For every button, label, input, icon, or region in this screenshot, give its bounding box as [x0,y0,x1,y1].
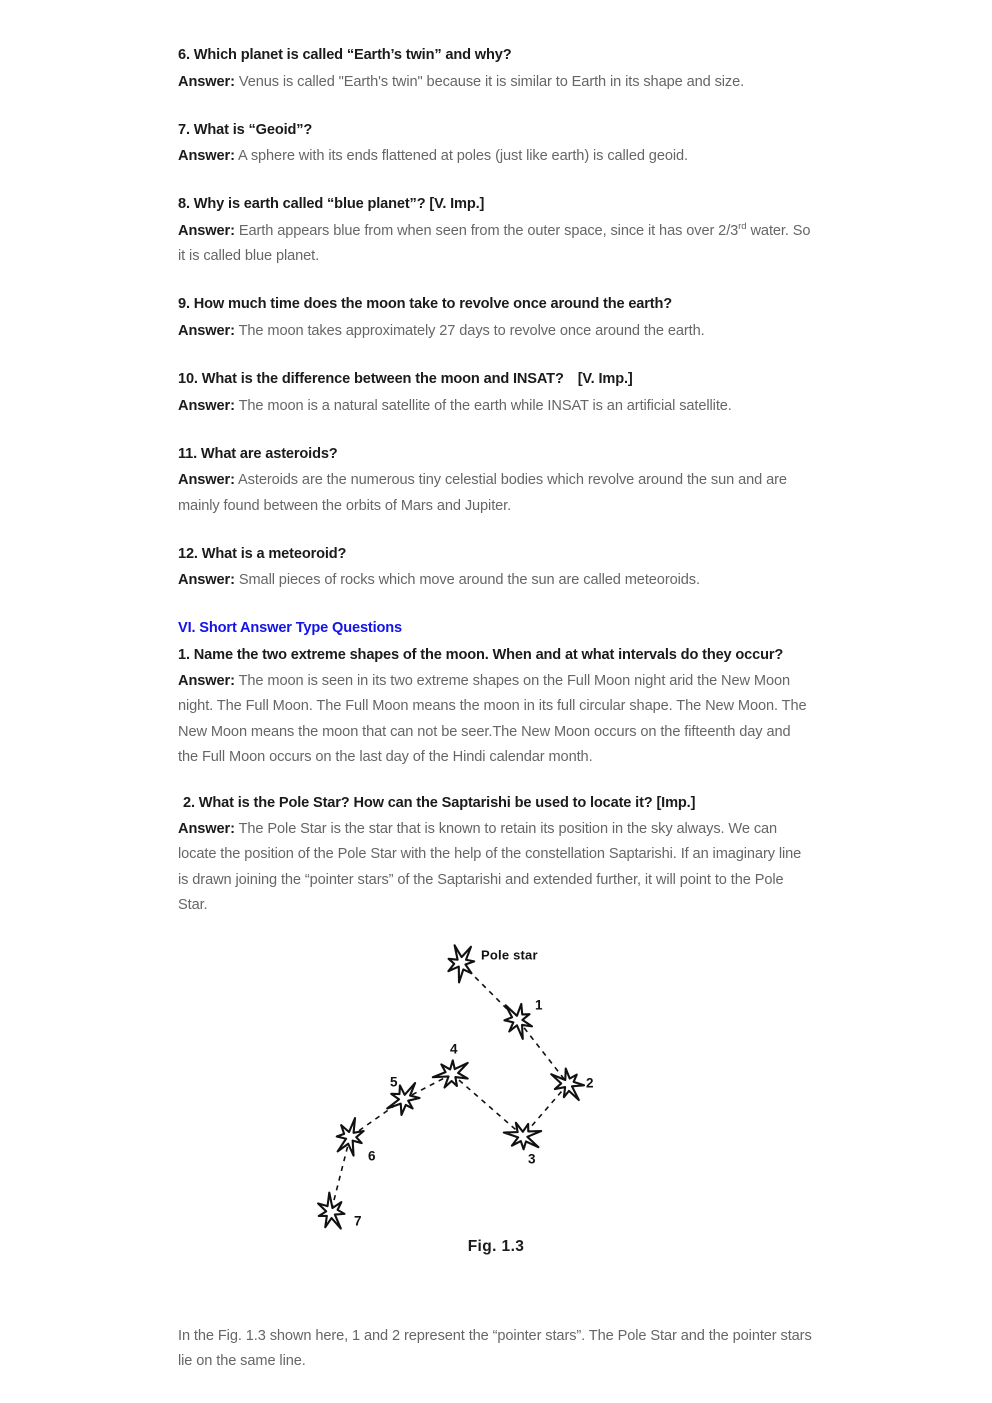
star-label-6: 6 [368,1148,376,1164]
answer-text-9 [178,319,814,344]
star-label-3: 3 [528,1151,536,1167]
qa-block-7 [178,119,814,170]
qa-block-9 [178,293,814,344]
constellation-line [452,1074,523,1136]
pole-star-label: Pole star [481,947,538,963]
answer-label-12: Answer: [178,572,235,589]
figure-caption: Fig. 1.3 [467,1237,525,1255]
question-text-7: 7. What is “Geoid”? [178,121,313,138]
qa-block-11 [178,443,814,519]
answer-body-8-part2: water. So it is called blue planet. [178,223,811,265]
star-icon [337,1118,364,1155]
document-content [178,44,814,1390]
answer-text-6 [178,70,814,95]
answer-text-8 [178,219,814,269]
star-icon [448,945,474,982]
star-icon [504,1123,541,1149]
question-text-6: 6. Which planet is called “Earth’s twin” and why? [178,47,512,63]
question-text-8: 8. Why is earth called “blue planet”? [V. Imp.] [178,196,485,213]
section-vi-item-2 [178,792,814,918]
answer-text-11 [178,468,814,518]
answer-body-8-part1: Earth appears blue from when seen from the outer space, since it has over 2/3 [238,223,739,240]
answer-label-8: Answer: [178,223,235,240]
answer-body-12: Small pieces of rocks which move around the sun are called meteoroids. [238,572,700,589]
answer-text-10 [178,394,814,419]
section-answer-body-2: The Pole Star is the star that is known to retain its position in the sky always. We can locate the position of the Pole Star with the help of the constellation Saptarishi. If an imaginary line is drawn joining the “pointer stars” of the Saptarishi and extended further, it will point to the Pole Star. [178,821,802,913]
section-answer-label-1: Answer: [178,673,235,690]
qa-block-6 [178,44,814,95]
answer-superscript-8: rd [738,221,747,233]
answer-body-9: The moon takes approximately 27 days to revolve once around the earth. [238,322,705,339]
section-question-2: 2. What is the Pole Star? How can the Saptarishi be used to locate it? [Imp.] [183,794,696,811]
section-answer-2 [178,817,814,917]
section-question-1: 1. Name the two extreme shapes of the moon. When and at what intervals do they occur? [178,646,784,663]
section-answer-body-1: The moon is seen in its two extreme shapes on the Full Moon night arid the New Moon night. The Full Moon. The Full Moon means the moon in its full circular shape. The New Moon. The New Moon means the moon that can not be seer.The New Moon occurs on the fifteenth day and the Full Moon occurs on the last day of the Hindi calendar month. [178,673,807,765]
answer-label-10: Answer: [178,397,235,414]
constellation-stars [318,945,593,1228]
constellation-diagram [178,942,814,1242]
answer-label-7: Answer: [178,148,235,165]
answer-body-10: The moon is a natural satellite of the earth while INSAT is an artificial satellite. [238,397,732,414]
answer-text-12 [178,568,814,593]
closing-paragraph: In the Fig. 1.3 shown here, 1 and 2 represent the “pointer stars”. The Pole Star and the pointer stars lie on the same line. [178,1327,812,1370]
qa-block-12 [178,543,814,594]
star-label-5: 5 [390,1074,398,1090]
section-vi-block [178,617,814,769]
star-label-7: 7 [354,1213,362,1229]
star-icon [504,1004,532,1039]
star-icon [318,1192,344,1228]
answer-label-9: Answer: [178,322,235,339]
constellation-lines [331,963,568,1212]
question-text-11: 11. What are asteroids? [178,445,338,462]
figure-1-3 [178,942,814,1272]
section-answer-1 [178,669,814,769]
question-text-9: 9. How much time does the moon take to revolve once around the earth? [178,296,673,313]
star-icon [551,1068,584,1100]
section-answer-label-2: Answer: [178,821,235,838]
question-text-10 [178,368,814,392]
answer-body-7: A sphere with its ends flattened at poles (just like earth) is called geoid. [238,148,688,165]
answer-body-11: Asteroids are the numerous tiny celestial bodies which revolve around the sun and are mainly found between the orbits of Mars and Jupiter. [178,472,787,514]
qa-block-10 [178,368,814,419]
section-heading-vi: VI. Short Answer Type Questions [178,620,403,637]
star-label-2: 2 [586,1075,594,1091]
question-text-10-part2: [V. Imp.] [577,371,633,388]
answer-label-11: Answer: [178,472,235,489]
question-text-10-part1: 10. What is the difference between the moon and INSAT? [178,371,564,388]
answer-label-6: Answer: [178,73,235,90]
star-label-4: 4 [450,1041,458,1057]
answer-text-7 [178,144,814,169]
star-label-1: 1 [535,997,543,1013]
question-text-12: 12. What is a meteoroid? [178,545,347,562]
qa-block-8 [178,193,814,269]
constellation-line [523,1084,568,1136]
answer-body-6: Venus is called "Earth's twin" because it is similar to Earth in its shape and size. [238,73,745,90]
constellation-line [518,1020,568,1084]
